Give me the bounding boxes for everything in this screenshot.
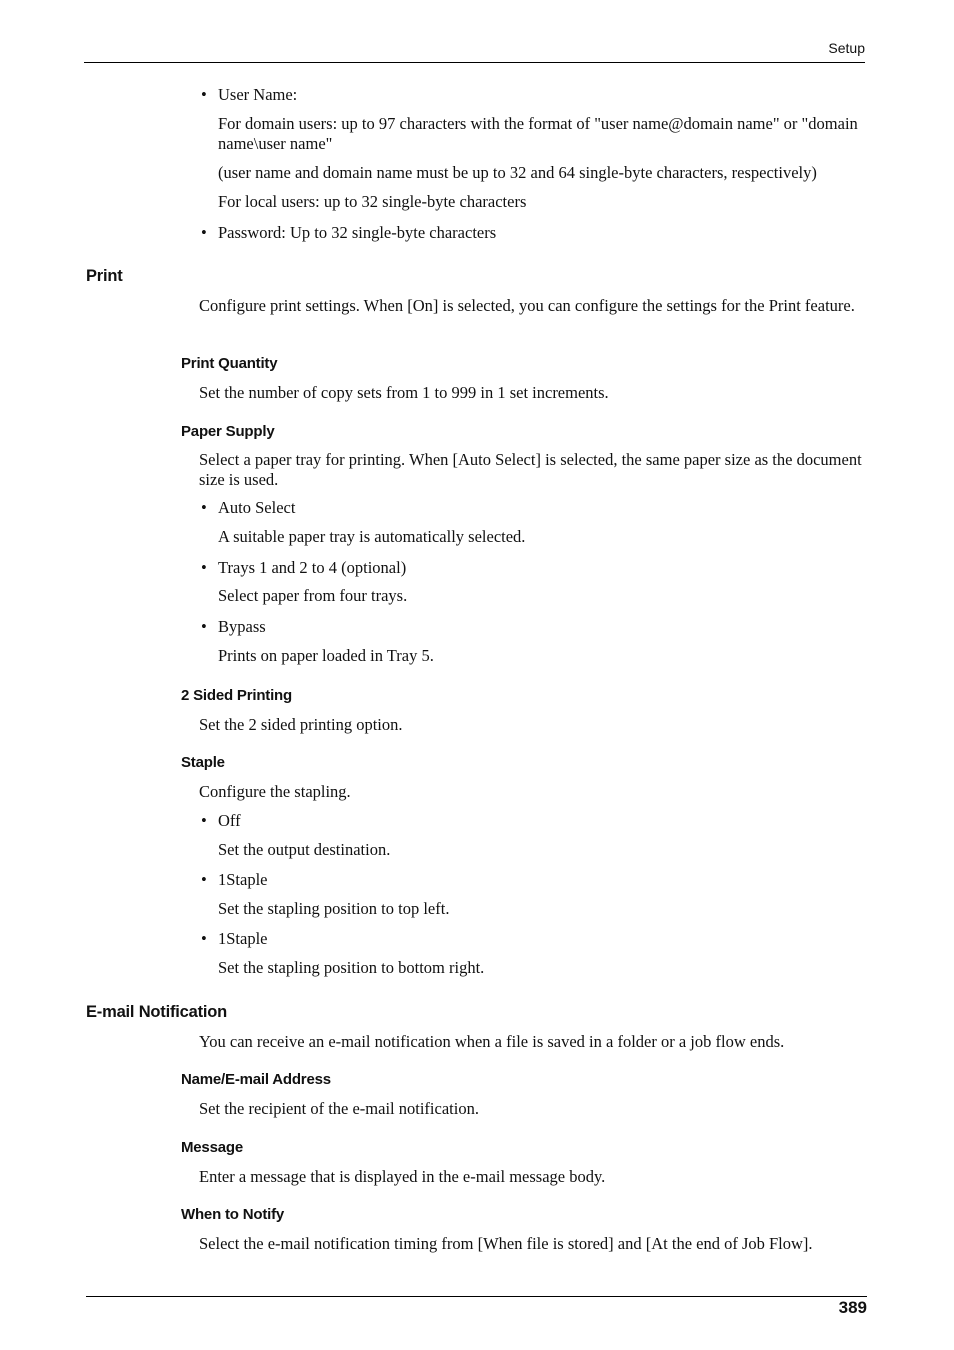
heading-print: Print bbox=[86, 267, 123, 285]
print-quantity-description: Set the number of copy sets from 1 to 999 in 1 set increments. bbox=[199, 383, 609, 402]
bullet-trays: • Trays 1 and 2 to 4 (optional) bbox=[218, 558, 868, 578]
heading-when-to-notify: When to Notify bbox=[181, 1206, 285, 1223]
heading-staple: Staple bbox=[181, 754, 225, 771]
heading-name-email-address: Name/E-mail Address bbox=[181, 1071, 331, 1088]
bullet-bypass: • Bypass bbox=[218, 617, 868, 637]
heading-paper-supply: Paper Supply bbox=[181, 423, 275, 440]
footer-rule bbox=[86, 1296, 867, 1297]
staple-top-left-description: Set the stapling position to top left. bbox=[218, 899, 450, 918]
auto-select-description: A suitable paper tray is automatically selected. bbox=[218, 527, 526, 546]
running-header-section: Setup bbox=[828, 40, 865, 56]
email-address-description: Set the recipient of the e-mail notification. bbox=[199, 1099, 479, 1118]
heading-email-notification: E-mail Notification bbox=[86, 1003, 228, 1021]
local-users-text: For local users: up to 32 single-byte characters bbox=[218, 192, 527, 211]
heading-print-quantity: Print Quantity bbox=[181, 355, 278, 372]
domain-users-text: For domain users: up to 97 characters with the format of "user name@domain name" or "domain name\user name" bbox=[218, 114, 858, 153]
bypass-description: Prints on paper loaded in Tray 5. bbox=[218, 646, 434, 665]
bullet-password: • Password: Up to 32 single-byte characters bbox=[218, 223, 868, 243]
header-rule bbox=[84, 62, 865, 63]
message-description: Enter a message that is displayed in the e-mail message body. bbox=[199, 1167, 606, 1186]
email-description: You can receive an e-mail notification when a file is saved in a folder or a job flow ends. bbox=[199, 1032, 785, 1051]
bullet-staple-top-left: • 1Staple bbox=[218, 870, 868, 890]
bullet-auto-select: • Auto Select bbox=[218, 498, 868, 518]
heading-message: Message bbox=[181, 1139, 243, 1156]
staple-bottom-right-description: Set the stapling position to bottom right. bbox=[218, 958, 485, 977]
bullet-staple-bottom-right: • 1Staple bbox=[218, 929, 868, 949]
staple-description: Configure the stapling. bbox=[199, 782, 351, 801]
when-to-notify-description: Select the e-mail notification timing from [When file is stored] and [At the end of Job Flow]. bbox=[199, 1234, 813, 1253]
print-description: Configure print settings. When [On] is selected, you can configure the settings for the Print feature. bbox=[199, 296, 855, 315]
page-number: 389 bbox=[838, 1298, 867, 1317]
bullet-staple-off: • Off bbox=[218, 811, 868, 831]
length-note-text: (user name and domain name must be up to 32 and 64 single-byte characters, respectively) bbox=[218, 163, 817, 182]
staple-off-description: Set the output destination. bbox=[218, 840, 391, 859]
trays-description: Select paper from four trays. bbox=[218, 586, 408, 605]
heading-2-sided-printing: 2 Sided Printing bbox=[181, 687, 292, 704]
paper-supply-description: Select a paper tray for printing. When [Auto Select] is selected, the same paper size as the document size is used. bbox=[199, 450, 862, 489]
bullet-user-name: • User Name: bbox=[218, 85, 868, 105]
2-sided-description: Set the 2 sided printing option. bbox=[199, 715, 403, 734]
